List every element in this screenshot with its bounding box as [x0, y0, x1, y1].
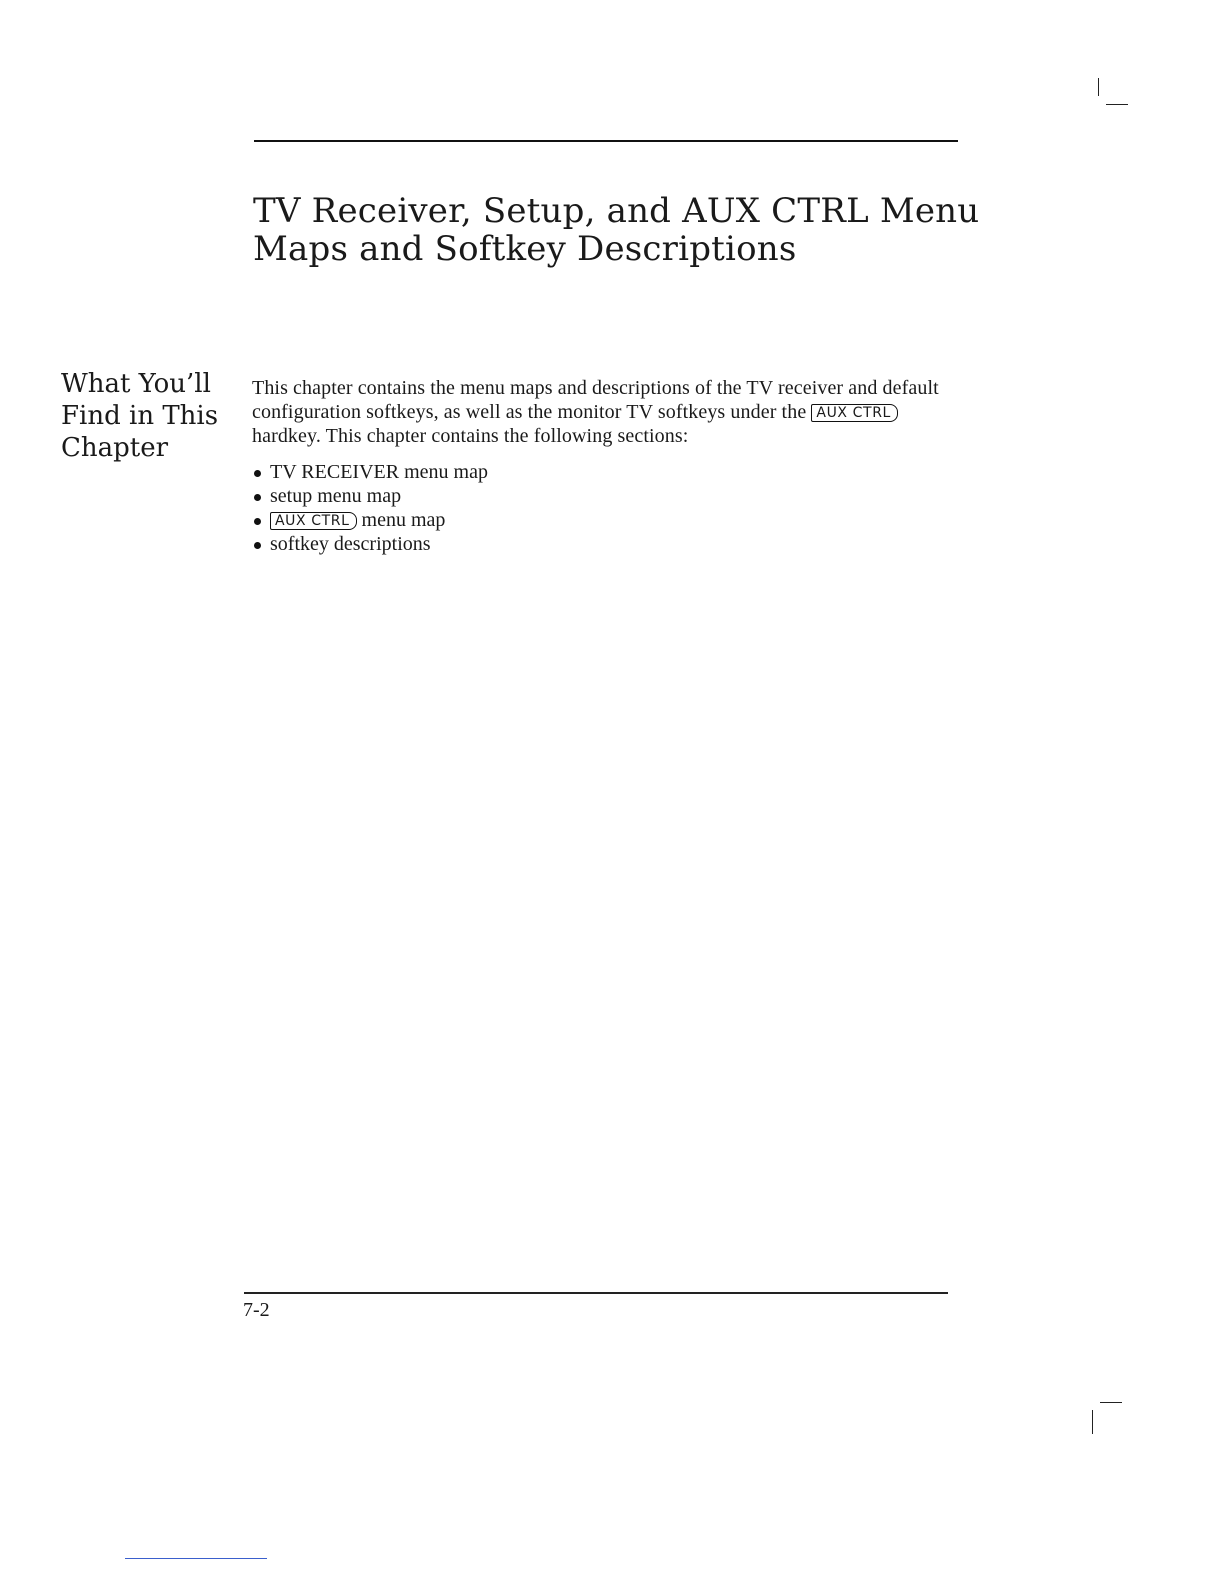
- scan-artifact-line: [125, 1558, 267, 1559]
- section-sidehead: [61, 368, 236, 464]
- list-item-text: TV RECEIVER menu map: [270, 461, 488, 483]
- list-item: [252, 460, 488, 484]
- crop-mark: [1092, 1410, 1093, 1434]
- footer-rule: [244, 1292, 948, 1294]
- intro-text-part1: This chapter contains the menu maps and descriptions of the TV receiver and default configuration softkeys, as well as the monitor TV softkeys under the: [252, 377, 939, 423]
- intro-text-part2: hardkey. This chapter contains the following sections:: [252, 425, 689, 447]
- list-item-text: menu map: [361, 509, 446, 531]
- aux-ctrl-key: AUX CTRL: [270, 512, 357, 530]
- chapter-title-line2: Maps and Softkey Descriptions: [253, 229, 797, 269]
- page-number: 7-2: [243, 1299, 270, 1321]
- header-rule: [254, 140, 958, 142]
- chapter-title-line1: TV Receiver, Setup, and AUX CTRL Menu: [253, 191, 980, 231]
- sidehead-line1: What You’ll: [61, 369, 211, 399]
- list-item: [252, 532, 488, 556]
- sidehead-line3: Chapter: [61, 433, 169, 463]
- list-item: [252, 484, 488, 508]
- crop-mark: [1098, 78, 1099, 96]
- crop-mark: [1100, 1402, 1122, 1403]
- aux-ctrl-key: AUX CTRL: [811, 404, 898, 422]
- crop-mark: [1106, 104, 1128, 105]
- section-list: [252, 460, 488, 556]
- list-item-text: setup menu map: [270, 485, 402, 507]
- list-item-text: softkey descriptions: [270, 533, 431, 555]
- chapter-title: [253, 192, 993, 268]
- intro-paragraph: [252, 376, 964, 448]
- list-item: [252, 508, 488, 532]
- sidehead-line2: Find in This: [61, 401, 219, 431]
